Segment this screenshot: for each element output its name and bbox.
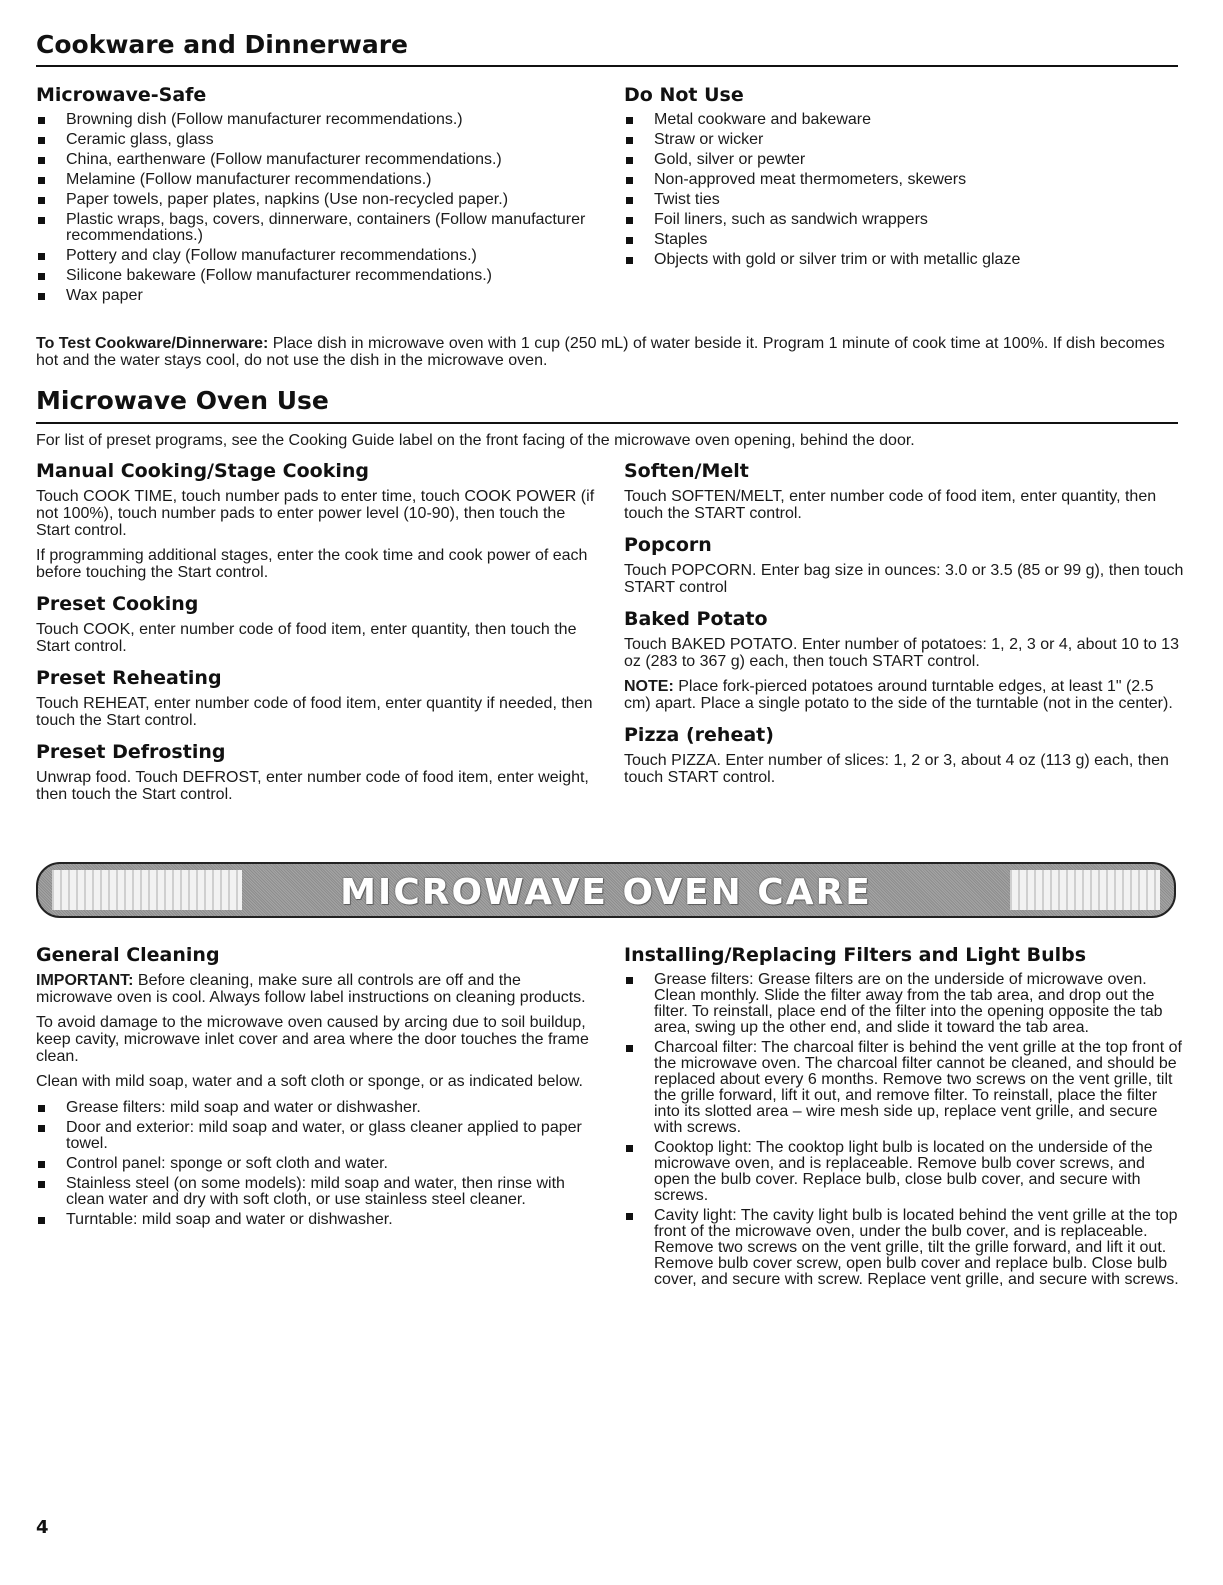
note-label: NOTE: bbox=[624, 678, 674, 695]
filters-bulbs-heading: Installing/Replacing Filters and Light Bulbs bbox=[624, 944, 1087, 966]
list-item: Paper towels, paper plates, napkins (Use non-recycled paper.) bbox=[36, 192, 596, 208]
preset-reheating-text: Touch REHEAT, enter number code of food item, enter quantity if needed, then touch the Start control. bbox=[36, 695, 593, 729]
list-item: Turntable: mild soap and water or dishwasher. bbox=[36, 1212, 596, 1228]
general-cleaning-text-2: To avoid damage to the microwave oven caused by arcing due to soil buildup, keep cavity, microwave inlet cover and area where the door touches the frame clean. bbox=[36, 1014, 589, 1065]
baked-potato-heading: Baked Potato bbox=[624, 608, 768, 630]
popcorn-heading: Popcorn bbox=[624, 534, 712, 556]
list-item: China, earthenware (Follow manufacturer recommendations.) bbox=[36, 152, 596, 168]
pizza-heading: Pizza (reheat) bbox=[624, 724, 774, 746]
important-paragraph bbox=[36, 972, 596, 1006]
list-item: Door and exterior: mild soap and water, or glass cleaner applied to paper towel. bbox=[36, 1120, 596, 1152]
filters-bulbs-list bbox=[624, 972, 1184, 1288]
cookware-heading: Cookware and Dinnerware bbox=[36, 30, 408, 59]
preset-defrosting-heading: Preset Defrosting bbox=[36, 741, 226, 763]
note-text: Place fork-pierced potatoes around turntable edges, at least 1" (2.5 cm) apart. Place a single potato to the side of the turntable (not in the center). bbox=[624, 678, 1173, 712]
general-cleaning-column bbox=[36, 944, 596, 1232]
preset-reheating-heading: Preset Reheating bbox=[36, 667, 222, 689]
preset-defrosting-text: Unwrap food. Touch DEFROST, enter number code of food item, enter weight, then touch the Start control. bbox=[36, 769, 589, 803]
list-item: Cooktop light: The cooktop light bulb is located on the underside of the microwave oven, and is replaceable. Remove bulb cover screws, and open the bulb cover. Replace bulb, close bulb cover, and secure with screws. bbox=[624, 1140, 1184, 1204]
list-item: Wax paper bbox=[36, 288, 596, 304]
important-text: Before cleaning, make sure all controls are off and the microwave oven is cool. Always follow label instructions on cleaning products. bbox=[36, 972, 586, 1006]
cookware-rule bbox=[36, 65, 1178, 67]
page-number: 4 bbox=[36, 1517, 49, 1538]
general-cleaning-text-3: Clean with mild soap, water and a soft cloth or sponge, or as indicated below. bbox=[36, 1073, 583, 1090]
list-item: Control panel: sponge or soft cloth and water. bbox=[36, 1156, 596, 1172]
list-item: Foil liners, such as sandwich wrappers bbox=[624, 212, 1184, 228]
do-not-use-heading: Do Not Use bbox=[624, 84, 744, 106]
list-item: Browning dish (Follow manufacturer recommendations.) bbox=[36, 112, 596, 128]
manual-cooking-heading: Manual Cooking/Stage Cooking bbox=[36, 460, 370, 482]
soften-melt-text: Touch SOFTEN/MELT, enter number code of food item, enter quantity, then touch the START control. bbox=[624, 488, 1157, 522]
pizza-text: Touch PIZZA. Enter number of slices: 1, 2 or 3, about 4 oz (113 g) each, then touch START control. bbox=[624, 752, 1169, 786]
filters-bulbs-column bbox=[624, 944, 1184, 1292]
microwave-safe-column bbox=[36, 84, 596, 308]
manual-cooking-text-1: Touch COOK TIME, touch number pads to enter time, touch COOK POWER (if not 100%), touch number pads to enter power level (10-90), then touch the Start control. bbox=[36, 488, 595, 539]
list-item: Melamine (Follow manufacturer recommendations.) bbox=[36, 172, 596, 188]
list-item: Staples bbox=[624, 232, 1184, 248]
list-item: Non-approved meat thermometers, skewers bbox=[624, 172, 1184, 188]
popcorn-text: Touch POPCORN. Enter bag size in ounces: 3.0 or 3.5 (85 or 99 g), then touch START control bbox=[624, 562, 1184, 596]
list-item: Ceramic glass, glass bbox=[36, 132, 596, 148]
microwave-safe-list bbox=[36, 112, 596, 304]
oven-use-right-column bbox=[624, 460, 1184, 794]
list-item: Grease filters: mild soap and water or dishwasher. bbox=[36, 1100, 596, 1116]
test-cookware-paragraph bbox=[36, 335, 1181, 369]
oven-use-left-column bbox=[36, 460, 596, 811]
list-item: Gold, silver or pewter bbox=[624, 152, 1184, 168]
care-banner bbox=[36, 862, 1176, 918]
list-item: Grease filters: Grease filters are on the underside of microwave oven. Clean monthly. Slide the filter away from the tab area, and drop out the filter. To reinstall, place end of the filter into the opening opposite the tab area, swing up the other end, and slide it toward the tab area. bbox=[624, 972, 1184, 1036]
important-label: IMPORTANT: bbox=[36, 972, 134, 989]
list-item: Objects with gold or silver trim or with metallic glaze bbox=[624, 252, 1184, 268]
preset-cooking-heading: Preset Cooking bbox=[36, 593, 199, 615]
list-item: Metal cookware and bakeware bbox=[624, 112, 1184, 128]
oven-use-heading: Microwave Oven Use bbox=[36, 386, 329, 415]
general-cleaning-list bbox=[36, 1100, 596, 1228]
microwave-safe-heading: Microwave-Safe bbox=[36, 84, 207, 106]
oven-use-intro: For list of preset programs, see the Cooking Guide label on the front facing of the microwave oven opening, behind the door. bbox=[36, 432, 915, 449]
do-not-use-list bbox=[624, 112, 1184, 268]
test-cookware-text: Place dish in microwave oven with 1 cup (250 mL) of water beside it. Program 1 minute of cook time at 100%. If dish becomes hot and the water stays cool, do not use the dish in the microwave oven. bbox=[36, 335, 1165, 369]
baked-potato-text: Touch BAKED POTATO. Enter number of potatoes: 1, 2, 3 or 4, about 10 to 13 oz (283 to 367 g) each, then touch START control. bbox=[624, 636, 1179, 670]
test-cookware-label: To Test Cookware/Dinnerware: bbox=[36, 335, 269, 352]
list-item: Silicone bakeware (Follow manufacturer recommendations.) bbox=[36, 268, 596, 284]
general-cleaning-heading: General Cleaning bbox=[36, 944, 220, 966]
care-banner-title: MICROWAVE OVEN CARE bbox=[340, 872, 872, 913]
list-item: Charcoal filter: The charcoal filter is behind the vent grille at the top front of the microwave oven. The charcoal filter cannot be cleaned, and should be replaced about every 6 months. Remove two screws on the vent grille, tilt the grille forward, lift it out, and remove filter. To reinstall, place the filter into its slotted area – wire mesh side up, replace vent grille, and secure with screws. bbox=[624, 1040, 1184, 1136]
manual-cooking-text-2: If programming additional stages, enter the cook time and cook power of each before touching the Start control. bbox=[36, 547, 588, 581]
do-not-use-column bbox=[624, 84, 1184, 272]
baked-potato-note bbox=[624, 678, 1184, 712]
list-item: Stainless steel (on some models): mild soap and water, then rinse with clean water and dry with soft cloth, or use stainless steel cleaner. bbox=[36, 1176, 596, 1208]
list-item: Pottery and clay (Follow manufacturer recommendations.) bbox=[36, 248, 596, 264]
soften-melt-heading: Soften/Melt bbox=[624, 460, 749, 482]
list-item: Twist ties bbox=[624, 192, 1184, 208]
list-item: Straw or wicker bbox=[624, 132, 1184, 148]
list-item: Plastic wraps, bags, covers, dinnerware, containers (Follow manufacturer recommendations.) bbox=[36, 212, 596, 244]
preset-cooking-text: Touch COOK, enter number code of food item, enter quantity, then touch the Start control. bbox=[36, 621, 577, 655]
oven-use-rule bbox=[36, 422, 1178, 424]
list-item: Cavity light: The cavity light bulb is located behind the vent grille at the top front of the microwave oven, under the bulb cover, and is replaceable. Remove two screws on the vent grille, tilt the grille forward, and lift it out. Remove bulb cover screw, open bulb cover and replace bulb. Close bulb cover, and secure with screw. Replace vent grille, and secure with screws. bbox=[624, 1208, 1184, 1288]
